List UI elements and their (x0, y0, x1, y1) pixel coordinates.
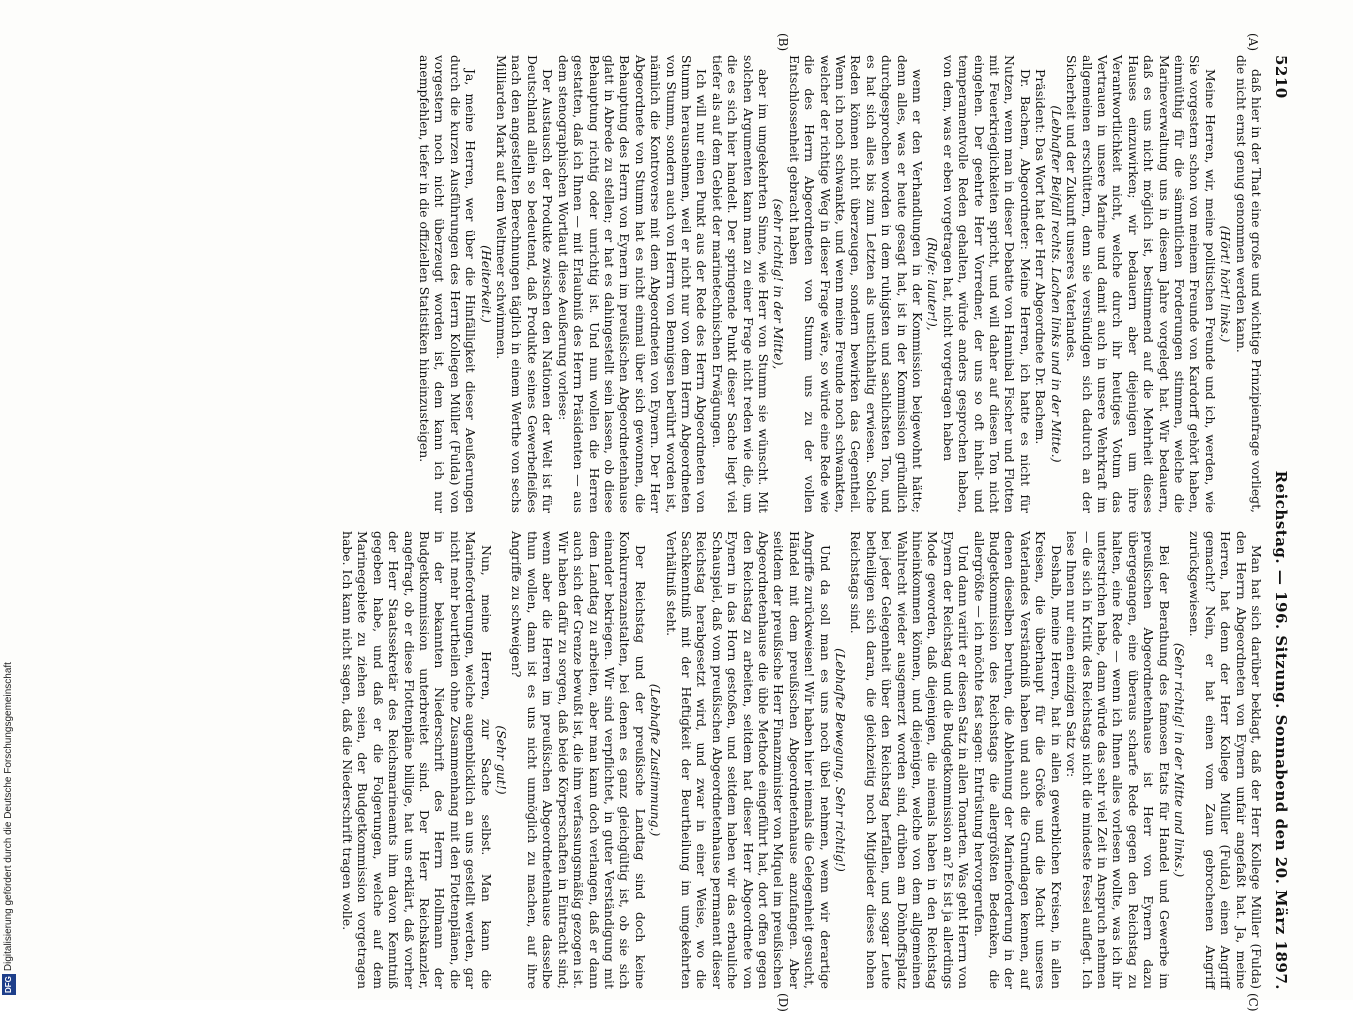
page-number: 5210 (1272, 55, 1290, 99)
dfg-footer (2, 585, 16, 995)
dfg-footer-text-wrap (2, 585, 16, 995)
paragraph: Ja, meine Herren, wer über die Hinfälligkeit dieser Aeußerungen durch die kurzen Ausführungen des Herrn Kollegen Müller (Fulda) von vorgestern noch nicht überzeugt worden ist, dem kann ich nur anempfehlen, tiefer in die offiziellen Statistiken hineinzusteigen. (417, 55, 479, 513)
page-header (1268, 55, 1290, 990)
paragraph: (Sehr gut!) (494, 725, 510, 795)
margin-mark-a: (A) (1246, 33, 1260, 52)
text-columns (340, 55, 1264, 990)
paragraph: daß hier in der That eine große und wichtige Prinzipienfrage vorliegt, die nicht ernst genug genommen werden kann. (1233, 55, 1264, 513)
paragraph: wenn er den Verhandlungen in der Kommission beigewohnt hätte; denn alles, was er heute gesagt hat, ist in der Kommission gründlich durchgesprochen worden in dem ruhigsten und sachlichsten Ton, und es hat sich alles bis zum Letzten als unstichhaltig erwiesen. Solche Reden können nicht überzeugen, sondern bewirken das Gegentheil. Wenn ich noch schwankte, und wenn meine Freunde noch schwankten, welcher der richtige Weg in dieser Frage wäre, so würde eine Rede wie die des Herrn Abgeordneten von Stumm uns zu der vollen Entschlossenheit gebracht haben (786, 55, 926, 513)
right-column (340, 531, 1264, 989)
paragraph: Bei der Berathung des famosen Etats für Handel und Gewerbe im preußischen Abgeordnetenhause ist Herr von Eynern dazu übergegangen, eine überaus scharfe Rede gegen den Reichstag zu halten, eine Rede — wenn ich Ihnen alles vorlesen wollte, was ich ihr unterstrichen habe, dann würde das sehr viel Zeit in Anspruch nehmen — die sich in Kritik des Reichstags nicht die mindeste Fessel auflegt. Ich lese Ihnen nur einen einzigen Satz vor: (1064, 531, 1172, 989)
paragraph: (Lebhafte Zustimmung.) (648, 683, 664, 837)
rotated-page-content (90, 33, 1290, 1012)
paragraph: Präsident: Das Wort hat der Herr Abgeordnete Dr. Bachem. (1033, 69, 1049, 445)
paragraph: (Lebhafter Beifall rechts. Lachen links und in der Mitte.) (1048, 105, 1064, 463)
paragraph: Der Austausch der Produkte zwischen den Nationen der Welt ist für Deutschland allein so bedeutend, daß Produkte seines Gewerbefleißes nach den angestellten Berechnungen täglich in einem Werthe von sechs Milliarden Mark auf dem Weltmeer schwimmen. (494, 55, 556, 513)
paragraph: Der Reichstag und der preußische Landtag sind doch keine Konkurrenzanstalten, bei denen es ganz gleichgültig ist, ob sie sich einander bekriegen. Wir sind verpflichtet, in guter Verständigung mit dem Landtag zu arbeiten, aber man kann doch verlangen, daß er dann auch sich der Grenze bewußt ist, die ihm verfassungsmäßig gezogen ist. Wir haben dafür zu sorgen, daß beide Körperschaften in Eintracht sind; wenn aber die Herren im preußischen Abgeordnetenhause dasselbe thun wollen, dann ist es uns nicht unmöglich zu machen, auf ihre Angriffe zu schweigen? (509, 531, 648, 989)
paragraph: Und dann variirt er diesen Satz in allen Tonarten. Was geht Herrn von Eynern der Reichstag und die Budgetkommission an? Es ist ja allerdings Mode geworden, daß diejenigen, die niemals haben in den Reichstag hineinkommen können, und diejenigen, welche von dem allgemeinen Wahlrecht wieder ausgemerzt worden sind, drüben am Dönhoffsplatz bei jeder Gelegenheit über den Reichstag herfallen, und sogar Leute betheiligen sich daran, die gleichzeitig noch Mitglieder dieses hohen Reichstags sind. (848, 531, 972, 989)
paragraph: Deshalb, meine Herren, hat in allen gewerblichen Kreisen, in allen Kreisen, die überhaupt für die Größe und die Macht unseres Vaterlandes Verständniß haben und auch die Grundlagen kennen, auf denen dieselben beruhen, die Ablehnung der Marineforderung in der Budgetkommission des Reichstags die allergrößten Bedenken, die allergrößte — ich möchte fast sagen: Entrüstung hervorgerufen. (971, 531, 1064, 989)
dfg-logo: DFG (2, 974, 16, 995)
paragraph: (Hört! hört! links.) (1218, 225, 1234, 343)
paragraph: Und da soll man es uns noch übel nehmen, wenn wir derartige Angriffe zurückweisen! Wir haben hier niemals die Gelegenheit gesucht, Händel mit dem preußischen Abgeordnetenhause anzufangen. Aber seitdem der preußische Herr Finanzminister von Miquel im preußischen Abgeordnetenhause die üble Methode eingeführt hat, dort offen gegen den Reichstag zu arbeiten, seitdem hat dieser Herr Abgeordnete von Eynern in das Horn gestoßen, und seitdem haben wir das erbauliche Schauspiel, daß vom preußischen Abgeordnetenhause permanent dieser Reichstag herabgesetzt wird, und zwar in einer Weise, wo die Sachkenntniß mit der Heftigkeit der Beurtheilung im umgekehrten Verhältniß steht. (663, 531, 833, 989)
paragraph: Ich will nur einen Punkt aus der Rede des Herrn Abgeordneten von Stumm herausnehmen, weil er nicht nur von dem Herrn Abgeordneten von Stumm, sondern auch von Herrn von Bennigsen berührt worden ist, nämlich die Kontroverse mit dem Abgeordneten von Eynern. Der Herr Abgeordnete von Stumm hat es nicht einmal über sich gewonnen, die Behauptung des Herrn von Eynern im preußischen Abgeordnetenhause glatt in Abrede zu stellen; er hat es dahingestellt sein lassen, ob diese Behauptung richtig oder unrichtig ist. Und nun wollen die Herren gestatten, daß ich Ihnen — mit Erlaubniß des Herrn Präsidenten — aus dem stenographischen Wortlaut diese Aeußerung vorlese: (555, 55, 710, 513)
paragraph: Dr. Bachem, Abgeordneter: Meine Herren, ich hatte es nicht für Nutzen, wenn man in dieser Debatte von Hannibal Fischer und Flotten mit Feuerkrieglichkeiten spricht, und will daher auf diesen Ton nicht eingehen. Der geehrte Herr Vorredner, der uns so oft inhalt- und temperamentvolle Reden gehalten, würde anders gesprochen haben, von dem, was er eben vorgetragen hat, nicht vorgetragen haben (940, 55, 1033, 513)
paragraph: (Lebhafte Bewegung. Sehr richtig!) (833, 648, 849, 872)
paragraph: (Heiterkeit.) (478, 245, 494, 323)
paragraph: (Sehr richtig! in der Mitte und links.) (1171, 642, 1187, 878)
dfg-footer-text: Digitalisierung gefördert durch die Deutsche Forschungsgemeinschaft (3, 662, 14, 972)
margin-mark-b: (B) (776, 33, 790, 52)
paragraph: (Rufe: lauter!), (925, 237, 941, 331)
paragraph: Man hat sich darüber beklagt, daß der Herr Kollege Müller (Fulda) den Herrn Abgeordneten von Eynern unfair angefaßt hat. Ja, meine Herren, hat denn der Herr Kollege Müller (Fulda) einen Angriff gemacht? Nein, er hat einen vom Zaun gebrochenen Angriff zurückgewiesen. (1187, 531, 1264, 989)
page-title: Reichstag. — 196. Sitzung. Sonnabend den 20. März 1897. (1272, 470, 1290, 990)
paragraph: aber im umgekehrten Sinne, wie Herr von Stumm sie wünscht. Mit solchen Argumenten kann man zu einer Frage nicht reden wie die, um die es sich hier handelt. Der springende Punkt dieser Sache liegt viel tiefer als auf dem Gebiet der marinetechnischen Erwägungen. (709, 55, 771, 513)
margin-mark-c: (C) (1246, 993, 1260, 1012)
margin-mark-d: (D) (776, 993, 790, 1012)
paragraph: Meine Herren, wir, meine politischen Freunde und ich, werden, wie Sie vorgestern schon von meinem Freunde von Kardorff gehört haben, einmüthig für die sämmtlichen Forderungen stimmen, welche die Marineverwaltung uns in diesem Jahre vorgelegt hat. Wir bedauern, daß es uns nicht möglich ist, bestimmend auf die Mehrheit dieses Hauses einzuwirken; wir bedauern aber diejenigen um ihre Verantwortlichkeit nicht, welche durch ihr heutiges Votum das Vertrauen in unsere Marine und damit auch in unsere Wehrkraft im allgemeinen erschüttern, denn sie versündigen sich dadurch an der Sicherheit und der Zukunft unseres Vaterlandes. (1064, 55, 1218, 513)
paragraph: Nun, meine Herren, zur Sache selbst. Man kann die Marineforderungen, welche augenblicklich an uns gestellt werden, gar nicht mehr beurtheilen ohne Zusammenhang mit den Flottenplänen, die in der bekannten Niederschrift des Herrn Hollmann der Budgetkommission unterbreitet sind. Der Herr Reichskanzler, angefragt, ob er diese Flottenpläne billige, hat uns erklärt, daß vorher der Herr Staatssekretär des Reichsmarineamts ihm davon Kenntniß gegeben habe, und daß er die Folgerungen, welche auf dem Marinegebiete zu ziehen seien, der Budgetkommission vorgetragen habe. Ich kann nicht sagen, daß die Niederschrift tragen wolle. (340, 531, 494, 989)
paragraph: (sehr richtig! in der Mitte), (771, 198, 787, 370)
left-column (340, 55, 1264, 513)
